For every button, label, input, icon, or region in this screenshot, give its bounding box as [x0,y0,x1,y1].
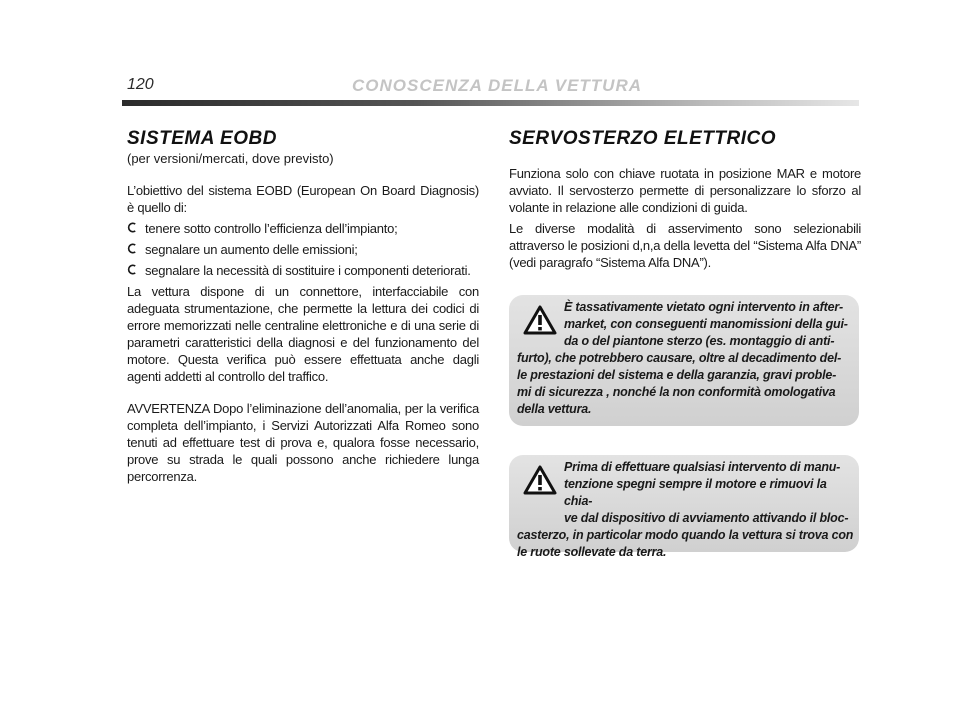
eobd-warning-note: AVVERTENZA Dopo l’eliminazione dell’anomalia, per la verifica completa dell’impianto, i Servizi Autorizzati Alfa Romeo sono tenuti ad effettuare test di prova e, qualora fosse necessario, prove su strada le quali possono anche richiedere lunga percorrenza. [127,401,479,484]
circle-bullet-icon [127,264,138,275]
warning-line: le prestazioni del sistema e della garanzia, gravi proble- [517,368,837,382]
eobd-bullet-list [127,220,479,279]
warning-line: le ruote sollevate da terra. [517,545,667,559]
circle-bullet-icon [127,243,138,254]
warning-line: È tassativamente vietato ogni intervento in after- [564,300,843,314]
section-title: CONOSCENZA DELLA VETTURA [352,76,643,95]
left-column [127,128,479,485]
warning-box-1 [509,295,859,426]
warning-line: ve dal dispositivo di avviamento attivando il bloc- [564,511,849,525]
list-item [127,262,479,279]
warning-line: market, con conseguenti manomissioni della gui- [564,317,848,331]
list-item [127,241,479,258]
warning-text-1 [509,299,855,418]
servosterzo-paragraph-2: Le diverse modalità di asservimento sono selezionabili attraverso le posizioni d,n,a della levetta del “Sistema Alfa DNA” (vedi paragrafo “Sistema Alfa DNA”). [509,221,861,270]
warning-text-2 [509,459,855,561]
warning-line: tenzione spegni sempre il motore e rimuovi la chia- [564,477,827,508]
header-rule [122,100,859,106]
bullet-text: segnalare un aumento delle emissioni; [145,242,358,257]
eobd-title: SISTEMA EOBD [127,128,277,149]
warning-box-2 [509,455,859,559]
warning-line: della vettura. [517,402,592,416]
warning-line: furto), che potrebbero causare, oltre al decadimento del- [517,351,842,365]
warning-line: mi di sicurezza , nonché la non conformità omologativa [517,385,836,399]
eobd-subtitle: (per versioni/mercati, dove previsto) [127,151,334,166]
bullet-text: segnalare la necessità di sostituire i componenti deteriorati. [145,263,471,278]
list-item [127,220,479,237]
circle-bullet-icon [127,222,138,233]
right-column [509,128,861,271]
warning-line: Prima di effettuare qualsiasi intervento di manu- [564,460,841,474]
bullet-text: tenere sotto controllo l’efficienza dell’impianto; [145,221,398,236]
servosterzo-paragraph-1: Funziona solo con chiave ruotata in posizione MAR e motore avviato. Il servosterzo permette di personalizzare lo sforzo al volante in relazione alle condizioni di guida. [509,166,861,215]
servosterzo-title: SERVOSTERZO ELETTRICO [509,128,777,149]
page-number: 120 [127,76,154,93]
warning-line: da o del piantone sterzo (es. montaggio di anti- [564,334,835,348]
warning-line: casterzo, in particolar modo quando la vettura si trova con [517,528,854,542]
eobd-intro: L’obiettivo del sistema EOBD (European On Board Diagnosis) è quello di: [127,183,479,215]
eobd-paragraph: La vettura dispone di un connettore, interfacciabile con adeguata strumentazione, che permette la lettura dei codici di errore memorizzati nelle centraline elettroniche e di una serie di parametri caratteristici della diagnosi e del funzionamento del motore. Questa verifica può essere effettuata anche dagli agenti addetti al controllo del traffico. [127,284,479,384]
